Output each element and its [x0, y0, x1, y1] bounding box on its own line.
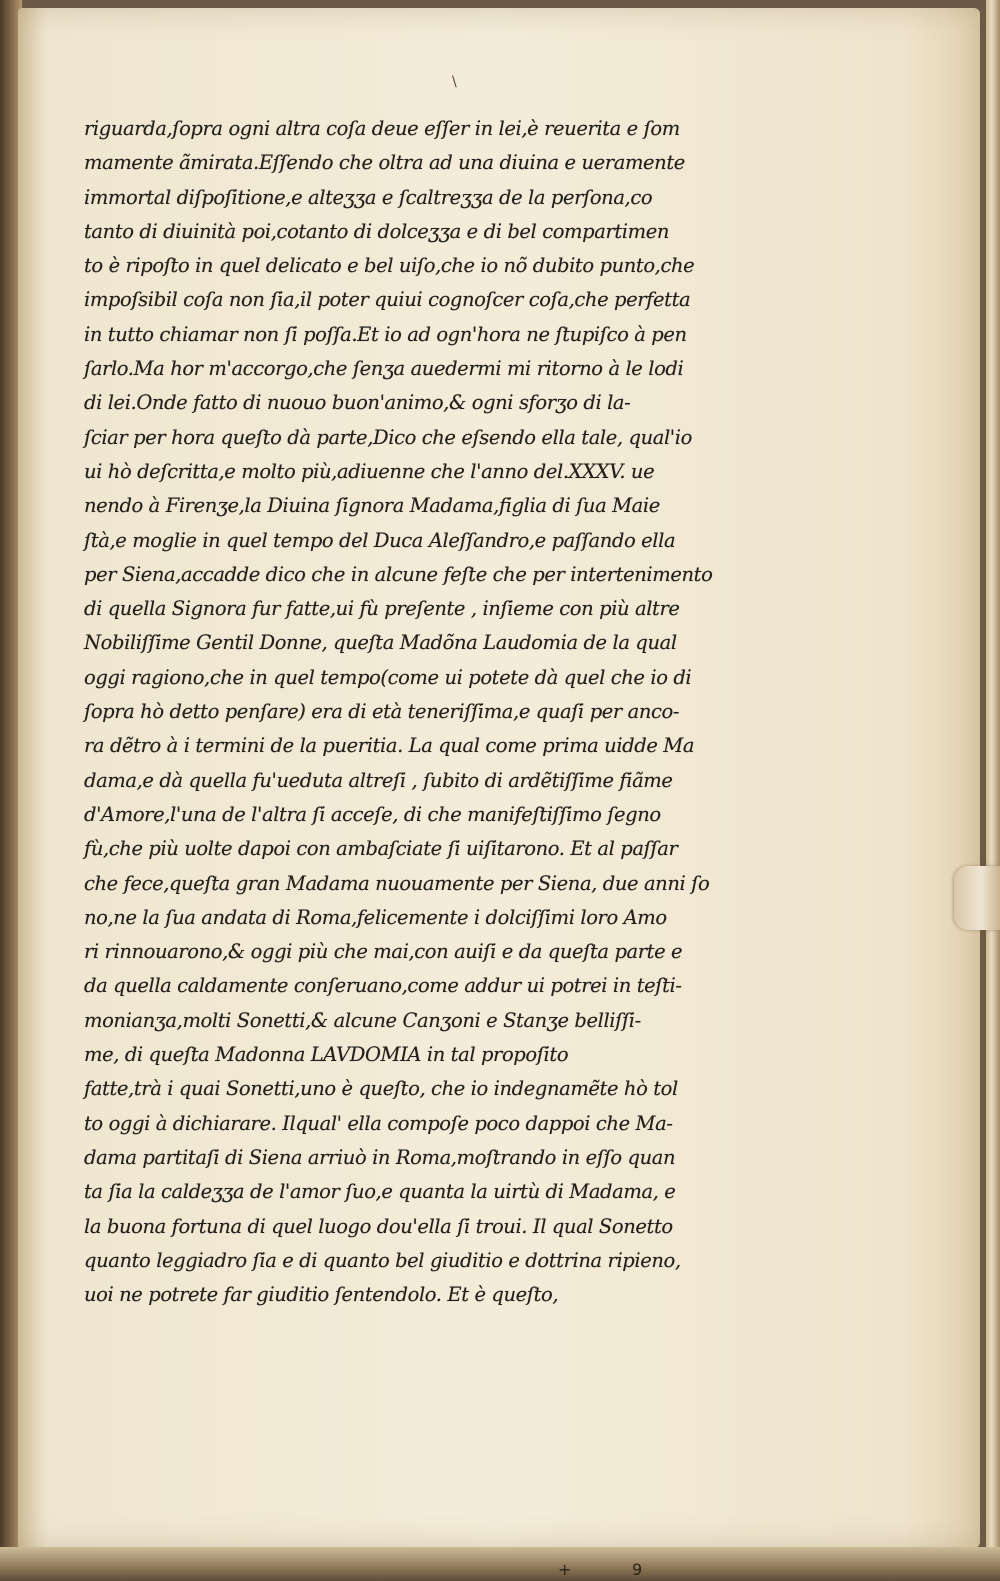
text-line: riguarda,ſopra ogni altra coſa deue eſſer in lei,è reuerita e ſom [84, 117, 680, 140]
text-line: to oggi à dichiarare. Ilqual' ella compoſe poco dappoi che Ma- [84, 1111, 673, 1135]
text-line: tanto di diuinità poi,cotanto di dolceʒʒa e di bel compartimen [84, 219, 670, 243]
text-line: oggi ragiono,che in quel tempo(come ui potete dà quel che io di [84, 665, 692, 689]
text-line: impoſsibil coſa non ſia,il poter quiui cognoſcer coſa,che perfetta [84, 288, 691, 312]
text-line: Nobiliſſime Gentil Donne, queſta Madõna Laudomia de la qual [84, 631, 677, 655]
footer-mark: 9 [632, 1560, 643, 1579]
text-line: ra dẽtro à i termini de la pueritia. La qual come prima uidde Ma [84, 734, 695, 758]
text-line: me, di queſta Madonna LAVDOMIA in tal propoſito [84, 1043, 569, 1067]
text-line: immortal diſpoſitione,e alteʒʒa e ſcaltreʒʒa de la perſona,co [84, 185, 653, 209]
text-line: to è ripoſto in quel delicato e bel uiſo,che io nõ dubito punto,che [84, 254, 695, 278]
text-line: ſarlo.Ma hor m'accorgo,che ſenʒa auedermi mi ritorno à le lodi [84, 357, 684, 381]
text-line: che fece,queſta gran Madama nuouamente per Siena, due anni ſo [84, 871, 710, 895]
text-line: dama partitaſi di Siena arriuò in Roma,moſtrando in eſſo quan [84, 1145, 676, 1169]
text-line: ui hò deſcritta,e molto più,adiuenne che l'anno del.XXXV. ue [84, 459, 655, 483]
text-line: ri rinnouarono,& oggi più che mai,con auiſi e da queſta parte e [84, 940, 683, 964]
text-line: in tutto chiamar non ſi poſſa.Et io ad ogn'hora ne ſtupiſco à pen [84, 322, 687, 346]
page-tab [954, 866, 1000, 930]
stray-mark: \ [452, 74, 457, 90]
text-line: la buona fortuna di quel luogo dou'ella ſi troui. Il qual Sonetto [84, 1214, 673, 1238]
text-line: di lei.Onde fatto di nuouo buon'animo,& ogni sforʒo di la- [84, 391, 631, 415]
text-line: da quella caldamente conſeruano,come addur ui potrei in teſti- [84, 974, 682, 998]
text-line: monianʒa,molti Sonetti,& alcune Canʒoni e Stanʒe belliſſi- [84, 1008, 641, 1032]
text-line: fatte,trà i quai Sonetti,uno è queſto, che io indegnamẽte hò tol [84, 1077, 678, 1101]
text-line: dama,e dà quella fu'ueduta altreſi , ſubito di ardẽtiſſime fiãme [84, 768, 673, 792]
text-line: uoi ne potrete far giuditio ſentendolo. Et è queſto, [84, 1283, 559, 1307]
body-text [84, 112, 764, 1312]
text-line: nendo à Firenʒe,la Diuina ſignora Madama,figlia di ſua Maie [84, 494, 660, 518]
text-line: quanto leggiadro ſia e di quanto bel giuditio e dottrina ripieno, [84, 1248, 681, 1272]
page-fore-edge [986, 0, 1000, 1581]
text-line: ta ſia la caldeʒʒa de l'amor ſuo,e quanta la uirtù di Madama, e [84, 1180, 676, 1204]
text-line: ſopra hò detto penſare) era di età teneriſſima,e quaſi per anco- [84, 700, 680, 724]
footer-mark: + [558, 1560, 572, 1579]
text-line: d'Amore,l'una de l'altra ſi acceſe, di che manifeſtiſſimo ſegno [84, 802, 661, 826]
text-line: per Siena,accadde dico che in alcune feſte che per intertenimento [84, 562, 713, 586]
text-line: no,ne la ſua andata di Roma,felicemente i dolciſſimi loro Amo [84, 905, 667, 929]
page-bottom-edge [0, 1547, 1000, 1581]
text-line: di quella Signora fur fatte,ui fù preſente , inſieme con più altre [84, 597, 680, 621]
text-line: ſciar per hora queſto dà parte,Dico che eſsendo ella tale, qual'io [84, 425, 692, 449]
text-line: ſtà,e moglie in quel tempo del Duca Aleſſandro,e paſſando ella [84, 528, 676, 552]
text-line: mamente ãmirata.Eſſendo che oltra ad una diuina e ueramente [84, 151, 685, 175]
text-line: fù,che più uolte dapoi con ambaſciate ſi uiſitarono. Et al paſſar [84, 837, 678, 861]
